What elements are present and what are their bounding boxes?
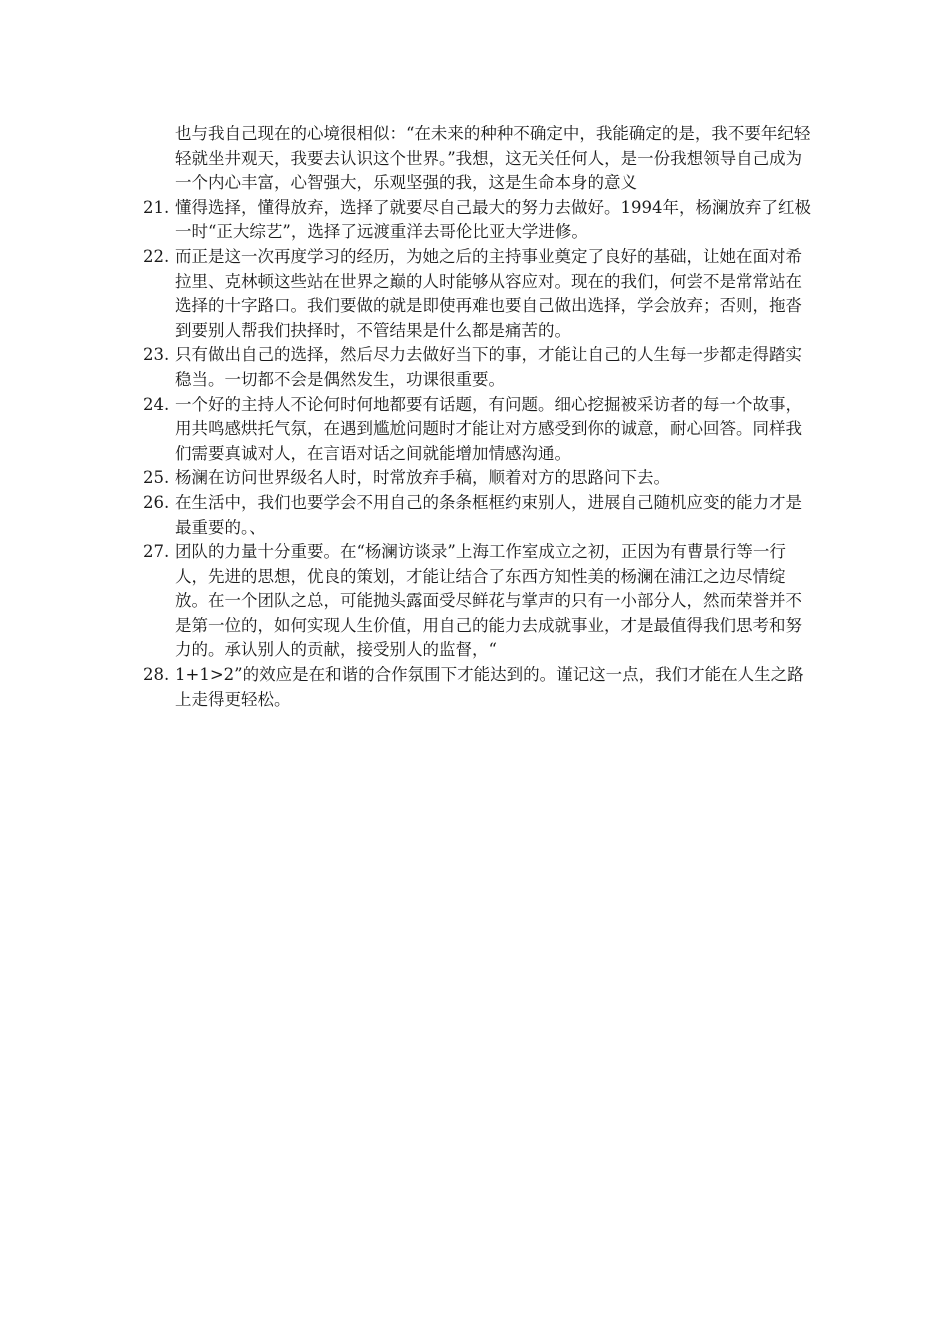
document-body <box>143 122 815 712</box>
intro-paragraph-text: 也与我自己现在的心境很相似：“在未来的种种不确定中，我能确定的是，我不要年纪轻轻就坐井观天，我要去认识这个世界。”我想，这无关任何人，是一份我想领导自己成为一个内心丰富，心智强大，乐观坚强的我，这是生命本身的意义 <box>175 124 811 193</box>
list-item-text: 而正是这一次再度学习的经历，为她之后的主持事业奠定了良好的基础，让她在面对希拉里、克林顿这些站在世界之巅的人时能够从容应对。现在的我们，何尝不是常常站在选择的十字路口。我们要做的就是即使再难也要自己做出选择，学会放弃；否则，拖沓到要别人帮我们抉择时，不管结果是什么都是痛苦的。 <box>175 246 802 340</box>
list-item <box>143 491 815 540</box>
list-item <box>143 245 815 343</box>
list-item-text: 只有做出自己的选择，然后尽力去做好当下的事，才能让自己的人生每一步都走得踏实稳当。一切都不会是偶然发生，功课很重要。 <box>175 345 802 389</box>
list-item-text: 团队的力量十分重要。在“杨澜访谈录”上海工作室成立之初，正因为有曹景行等一行人，先进的思想，优良的策划，才能让结合了东西方知性美的杨澜在浦江之边尽情绽放。在一个团队之总，可能抛头露面受尽鲜花与掌声的只有一小部分人，然而荣誉并不是第一位的，如何实现人生价值，用自己的能力去成就事业，才是最值得我们思考和努力的。承认别人的贡献，接受别人的监督，“ <box>175 542 802 660</box>
list-item-number: 24. <box>143 394 170 414</box>
list-item-number: 23. <box>143 345 170 365</box>
list-item-number: 22. <box>143 246 170 266</box>
list-item-number: 25. <box>143 468 170 488</box>
list-item-number: 27. <box>143 542 170 562</box>
list-item-number: 26. <box>143 492 170 512</box>
list-item <box>143 196 815 245</box>
list-item-text: 懂得选择，懂得放弃，选择了就要尽自己最大的努力去做好。1994年，杨澜放弃了红极一时“正大综艺”，选择了远渡重洋去哥伦比亚大学进修。 <box>175 197 811 242</box>
list-item-text: 杨澜在访问世界级名人时，时常放弃手稿，顺着对方的思路问下去。 <box>175 468 670 488</box>
intro-paragraph <box>143 122 815 196</box>
list-item <box>143 343 815 392</box>
list-item <box>143 466 815 491</box>
list-item <box>143 393 815 467</box>
list-item-text: 1+1>2”的效应是在和谐的合作氛围下才能达到的。谨记这一点，我们才能在人生之路上走得更轻松。 <box>175 665 804 709</box>
list-item <box>143 663 815 712</box>
list-item-number: 28. <box>143 665 170 685</box>
list-item <box>143 540 815 663</box>
list-item-number: 21. <box>143 197 170 217</box>
list-item-text: 一个好的主持人不论何时何地都要有话题，有问题。细心挖掘被采访者的每一个故事，用共鸣感烘托气氛，在遇到尴尬问题时才能让对方感受到你的诚意，耐心回答。同样我们需要真诚对人，在言语对话之间就能增加情感沟通。 <box>175 394 802 463</box>
list-item-text: 在生活中，我们也要学会不用自己的条条框框约束别人，进展自己随机应变的能力才是最重要的。、 <box>175 492 802 537</box>
